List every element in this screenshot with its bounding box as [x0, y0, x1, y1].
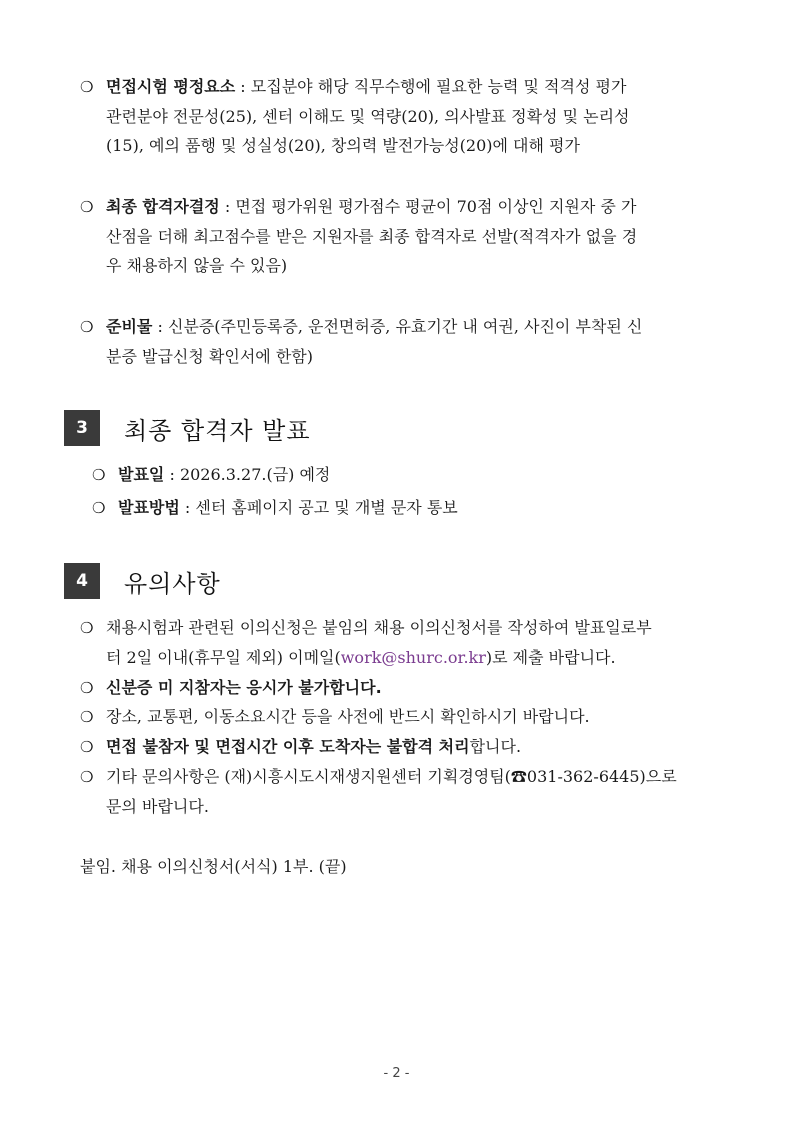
- item-label: 준비물: [106, 317, 153, 336]
- item-text-continued: 산점을 더해 최고점수를 받은 지원자를 최종 합격자로 선발(적격자가 없을 경: [106, 227, 638, 246]
- page-number: - 2 -: [383, 1066, 410, 1081]
- item-label: 발표일: [118, 465, 165, 484]
- preparation-item: [80, 312, 732, 371]
- bullet-icon: ❍: [80, 679, 94, 697]
- label-separator: :: [152, 317, 168, 336]
- item-text-bold: 면접 불참자 및 면접시간 이후 도착자는 불합격 처리: [106, 737, 470, 756]
- label-separator: :: [235, 77, 251, 96]
- label-separator: :: [219, 197, 236, 216]
- item-text-continued: 문의 바랍니다.: [106, 797, 209, 816]
- item-text: 합니다.: [469, 737, 522, 756]
- attachment-note: 붙임. 채용 이의신청서(서식) 1부. (끝): [80, 857, 347, 876]
- bullet-icon: ❍: [80, 708, 94, 726]
- item-text: )로 제출 바랍니다.: [485, 648, 616, 667]
- item-text: 채용시험과 관련된 이의신청은 붙임의 채용 이의신청서를 작성하여 발표일로부: [106, 618, 652, 637]
- final-decision-item: [80, 192, 732, 280]
- item-text: 2026.3.27.(금) 예정: [179, 465, 331, 484]
- bullet-icon: ❍: [80, 198, 94, 216]
- item-text: 터 2일 이내(휴무일 제외) 이메일(: [106, 648, 341, 667]
- item-label: 최종 합격자결정: [106, 197, 220, 216]
- bullet-icon: ❍: [92, 499, 106, 517]
- item-text: 기타 문의사항은 (재)시흥시도시재생지원센터 기획경영팀(☎031-362-6445)으로: [106, 767, 677, 786]
- interview-criteria-item: [80, 72, 732, 160]
- item-text-continued: (15), 예의 품행 및 성실성(20), 창의력 발전가능성(20)에 대해 평가: [106, 136, 580, 155]
- notice-check-location: [80, 702, 732, 732]
- bullet-icon: ❍: [80, 318, 94, 336]
- notice-id-required: [80, 673, 732, 703]
- bullet-icon: ❍: [80, 768, 94, 786]
- section-title: 유의사항: [124, 569, 221, 598]
- bullet-icon: ❍: [92, 466, 106, 484]
- bullet-icon: ❍: [80, 619, 94, 637]
- item-label: 면접시험 평정요소: [106, 77, 236, 96]
- item-text: 면접 평가위원 평가점수 평균이 70점 이상인 지원자 중 가: [235, 197, 637, 216]
- item-text-continued: 분증 발급신청 확인서에 한함): [106, 347, 313, 366]
- section-number-badge: 3: [64, 410, 100, 446]
- item-text-continued: 우 채용하지 않을 수 있음): [106, 256, 288, 275]
- item-text: 센터 홈페이지 공고 및 개별 문자 통보: [195, 498, 458, 517]
- email-link[interactable]: work@shurc.or.kr: [340, 648, 486, 667]
- bullet-icon: ❍: [80, 78, 94, 96]
- announcement-date-item: [92, 460, 330, 490]
- item-text-continued: 관련분야 전문성(25), 센터 이해도 및 역량(20), 의사발표 정확성 및 논리성: [106, 107, 630, 126]
- label-separator: :: [164, 465, 180, 484]
- item-text: 장소, 교통편, 이동소요시간 등을 사전에 반드시 확인하시기 바랍니다.: [106, 707, 590, 726]
- notice-inquiry: [80, 762, 732, 821]
- item-text: 신분증(주민등록증, 운전면허증, 유효기간 내 여권, 사진이 부착된 신: [167, 317, 643, 336]
- section-title: 최종 합격자 발표: [124, 416, 311, 445]
- notice-absence: [80, 732, 732, 762]
- item-text-bold: 신분증 미 지참자는 응시가 불가합니다.: [106, 678, 382, 697]
- section-3-heading: [64, 410, 311, 446]
- announcement-method-item: [92, 493, 458, 523]
- label-separator: :: [179, 498, 196, 517]
- notice-objection: [80, 613, 732, 672]
- item-text-continued: [80, 643, 732, 672]
- item-text: 모집분야 해당 직무수행에 필요한 능력 및 적격성 평가: [250, 77, 627, 96]
- bullet-icon: ❍: [80, 738, 94, 756]
- section-4-heading: [64, 563, 221, 599]
- section-number-badge: 4: [64, 563, 100, 599]
- item-label: 발표방법: [118, 498, 180, 517]
